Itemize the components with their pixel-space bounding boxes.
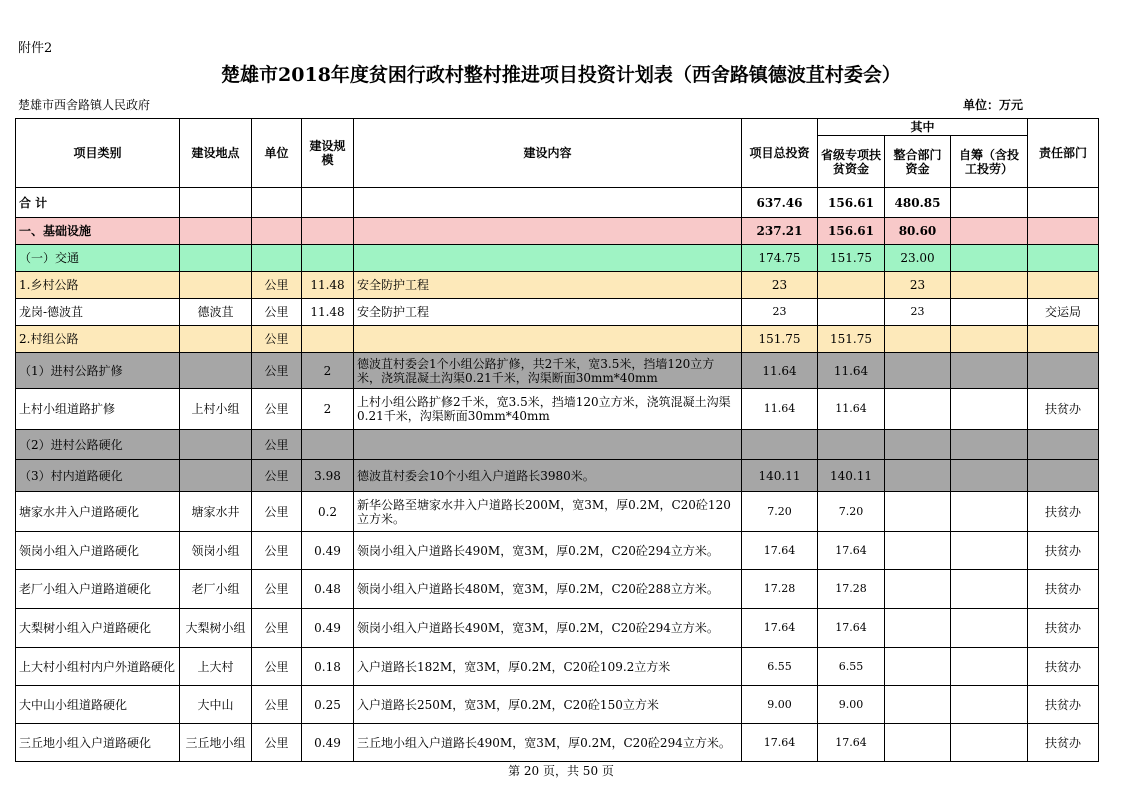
table-row <box>16 389 1099 430</box>
cell-unit: 公里 <box>252 460 302 492</box>
table-row <box>16 648 1099 686</box>
cell-unit: 公里 <box>252 570 302 609</box>
cell-total: 174.75 <box>742 245 818 272</box>
cell-total: 11.64 <box>742 389 818 430</box>
cell-total: 11.64 <box>742 353 818 389</box>
cell-total: 9.00 <box>742 686 818 724</box>
cell-unit: 公里 <box>252 389 302 430</box>
cell-dept <box>1028 218 1099 245</box>
table-row <box>16 570 1099 609</box>
cell-integrated: 80.60 <box>885 218 951 245</box>
table-row <box>16 299 1099 326</box>
cell-unit: 公里 <box>252 299 302 326</box>
cell-self <box>951 245 1028 272</box>
cell-content <box>354 245 742 272</box>
cell-dept <box>1028 245 1099 272</box>
cell-location: 大梨树小组 <box>180 609 252 648</box>
table-row <box>16 245 1099 272</box>
unit-label: 单位：万元 <box>963 98 1024 112</box>
table-row <box>16 686 1099 724</box>
cell-content: 新华公路至塘家水井入户道路长200M，宽3M，厚0.2M，C20砼120立方米。 <box>354 492 742 532</box>
cell-location <box>180 353 252 389</box>
header-total: 项目总投资 <box>742 119 818 188</box>
cell-content: 德波苴村委会1个小组公路扩修，共2千米，宽3.5米，挡墙120立方米，浇筑混凝土沟渠0.21千米，沟渠断面30mm*40mm <box>354 353 742 389</box>
cell-category: 龙岗-德波苴 <box>16 299 180 326</box>
cell-scale: 11.48 <box>302 272 354 299</box>
cell-unit <box>252 245 302 272</box>
investment-plan-table <box>15 118 1099 762</box>
table-row <box>16 353 1099 389</box>
cell-self <box>951 389 1028 430</box>
cell-unit: 公里 <box>252 492 302 532</box>
cell-category: 三丘地小组入户道路硬化 <box>16 724 180 762</box>
cell-total: 151.75 <box>742 326 818 353</box>
header-dept: 责任部门 <box>1028 119 1099 188</box>
cell-provincial <box>818 299 885 326</box>
cell-scale <box>302 218 354 245</box>
cell-integrated <box>885 353 951 389</box>
cell-location: 领岗小组 <box>180 532 252 570</box>
cell-location: 德波苴 <box>180 299 252 326</box>
cell-self <box>951 532 1028 570</box>
cell-integrated <box>885 570 951 609</box>
cell-scale: 0.25 <box>302 686 354 724</box>
cell-integrated <box>885 430 951 460</box>
cell-unit: 公里 <box>252 686 302 724</box>
cell-provincial: 156.61 <box>818 188 885 218</box>
cell-unit: 公里 <box>252 326 302 353</box>
cell-unit: 公里 <box>252 609 302 648</box>
cell-content <box>354 326 742 353</box>
cell-self <box>951 492 1028 532</box>
cell-unit: 公里 <box>252 532 302 570</box>
cell-location: 老厂小组 <box>180 570 252 609</box>
cell-integrated: 23 <box>885 272 951 299</box>
table-row <box>16 218 1099 245</box>
cell-scale: 11.48 <box>302 299 354 326</box>
cell-dept: 扶贫办 <box>1028 724 1099 762</box>
cell-location: 三丘地小组 <box>180 724 252 762</box>
cell-total: 637.46 <box>742 188 818 218</box>
cell-total: 6.55 <box>742 648 818 686</box>
cell-total: 17.64 <box>742 724 818 762</box>
cell-scale: 0.48 <box>302 570 354 609</box>
cell-location <box>180 218 252 245</box>
cell-dept: 扶贫办 <box>1028 648 1099 686</box>
cell-scale: 0.49 <box>302 532 354 570</box>
cell-dept <box>1028 353 1099 389</box>
cell-content: 领岗小组入户道路长480M，宽3M，厚0.2M，C20砼288立方米。 <box>354 570 742 609</box>
cell-scale: 0.49 <box>302 724 354 762</box>
cell-integrated: 23.00 <box>885 245 951 272</box>
cell-dept <box>1028 272 1099 299</box>
cell-total: 17.28 <box>742 570 818 609</box>
attachment-label: 附件2 <box>18 41 53 56</box>
cell-self <box>951 218 1028 245</box>
cell-integrated <box>885 326 951 353</box>
table-row <box>16 609 1099 648</box>
cell-integrated: 23 <box>885 299 951 326</box>
cell-provincial: 17.28 <box>818 570 885 609</box>
cell-scale: 0.18 <box>302 648 354 686</box>
cell-integrated <box>885 389 951 430</box>
cell-provincial <box>818 272 885 299</box>
table-row <box>16 430 1099 460</box>
cell-category: （2）进村公路硬化 <box>16 430 180 460</box>
cell-content: 德波苴村委会10个小组入户道路长3980米。 <box>354 460 742 492</box>
cell-self <box>951 724 1028 762</box>
cell-scale <box>302 245 354 272</box>
cell-dept: 扶贫办 <box>1028 686 1099 724</box>
cell-category: 老厂小组入户道路道硬化 <box>16 570 180 609</box>
header-integrated: 整合部门资金 <box>885 136 951 188</box>
cell-dept <box>1028 188 1099 218</box>
cell-category: 上大村小组村内户外道路硬化 <box>16 648 180 686</box>
cell-provincial: 6.55 <box>818 648 885 686</box>
cell-provincial: 151.75 <box>818 326 885 353</box>
cell-location <box>180 245 252 272</box>
cell-provincial: 7.20 <box>818 492 885 532</box>
cell-content <box>354 188 742 218</box>
cell-dept: 扶贫办 <box>1028 609 1099 648</box>
cell-dept <box>1028 430 1099 460</box>
cell-scale: 0.2 <box>302 492 354 532</box>
cell-scale: 2 <box>302 389 354 430</box>
header-self: 自筹（含投工投劳） <box>951 136 1028 188</box>
cell-category: 一、基础设施 <box>16 218 180 245</box>
cell-unit: 公里 <box>252 272 302 299</box>
header-category: 项目类别 <box>16 119 180 188</box>
table-row <box>16 492 1099 532</box>
cell-total <box>742 430 818 460</box>
header-unit: 单位 <box>252 119 302 188</box>
cell-integrated <box>885 609 951 648</box>
cell-content: 入户道路长250M，宽3M，厚0.2M，C20砼150立方米 <box>354 686 742 724</box>
cell-provincial: 9.00 <box>818 686 885 724</box>
cell-scale: 2 <box>302 353 354 389</box>
cell-self <box>951 188 1028 218</box>
cell-provincial: 11.64 <box>818 389 885 430</box>
cell-self <box>951 570 1028 609</box>
header-of-which: 其中 <box>818 119 1028 136</box>
cell-content: 入户道路长182M，宽3M，厚0.2M，C20砼109.2立方米 <box>354 648 742 686</box>
cell-scale <box>302 326 354 353</box>
cell-total: 23 <box>742 299 818 326</box>
cell-self <box>951 299 1028 326</box>
table-row <box>16 272 1099 299</box>
cell-content: 上村小组公路扩修2千米，宽3.5米，挡墙120立方米，浇筑混凝土沟渠0.21千米，沟渠断面30mm*40mm <box>354 389 742 430</box>
cell-total: 23 <box>742 272 818 299</box>
cell-category: （一）交通 <box>16 245 180 272</box>
cell-self <box>951 430 1028 460</box>
cell-location <box>180 430 252 460</box>
cell-dept: 交运局 <box>1028 299 1099 326</box>
cell-self <box>951 353 1028 389</box>
cell-provincial <box>818 430 885 460</box>
cell-integrated: 480.85 <box>885 188 951 218</box>
cell-content <box>354 218 742 245</box>
cell-unit: 公里 <box>252 724 302 762</box>
cell-total: 7.20 <box>742 492 818 532</box>
cell-scale <box>302 430 354 460</box>
cell-integrated <box>885 686 951 724</box>
cell-self <box>951 648 1028 686</box>
cell-location <box>180 326 252 353</box>
cell-unit: 公里 <box>252 430 302 460</box>
cell-scale: 3.98 <box>302 460 354 492</box>
cell-location <box>180 272 252 299</box>
cell-dept: 扶贫办 <box>1028 492 1099 532</box>
cell-self <box>951 460 1028 492</box>
organization-name: 楚雄市西舍路镇人民政府 <box>18 98 151 112</box>
cell-location: 塘家水井 <box>180 492 252 532</box>
cell-total: 17.64 <box>742 609 818 648</box>
cell-unit: 公里 <box>252 648 302 686</box>
cell-self <box>951 609 1028 648</box>
table-row <box>16 460 1099 492</box>
cell-provincial: 151.75 <box>818 245 885 272</box>
cell-dept <box>1028 326 1099 353</box>
table-row <box>16 188 1099 218</box>
cell-location: 上大村 <box>180 648 252 686</box>
cell-unit: 公里 <box>252 353 302 389</box>
cell-provincial: 156.61 <box>818 218 885 245</box>
cell-provincial: 17.64 <box>818 609 885 648</box>
cell-dept: 扶贫办 <box>1028 532 1099 570</box>
cell-total: 17.64 <box>742 532 818 570</box>
cell-provincial: 17.64 <box>818 532 885 570</box>
cell-dept <box>1028 460 1099 492</box>
cell-self <box>951 686 1028 724</box>
cell-category: 大梨树小组入户道路硬化 <box>16 609 180 648</box>
cell-category: （1）进村公路扩修 <box>16 353 180 389</box>
cell-integrated <box>885 460 951 492</box>
cell-scale: 0.49 <box>302 609 354 648</box>
cell-provincial: 17.64 <box>818 724 885 762</box>
cell-content: 三丘地小组入户道路长490M，宽3M，厚0.2M，C20砼294立方米。 <box>354 724 742 762</box>
cell-content: 安全防护工程 <box>354 272 742 299</box>
cell-location: 上村小组 <box>180 389 252 430</box>
cell-location <box>180 460 252 492</box>
cell-category: 1.乡村公路 <box>16 272 180 299</box>
header-content: 建设内容 <box>354 119 742 188</box>
cell-integrated <box>885 648 951 686</box>
cell-category: （3）村内道路硬化 <box>16 460 180 492</box>
cell-self <box>951 326 1028 353</box>
cell-scale <box>302 188 354 218</box>
cell-self <box>951 272 1028 299</box>
cell-category: 领岗小组入户道路硬化 <box>16 532 180 570</box>
page-title: 楚雄市2018年度贫困行政村整村推进项目投资计划表（西舍路镇德波苴村委会） <box>221 64 901 86</box>
cell-category: 2.村组公路 <box>16 326 180 353</box>
cell-content: 领岗小组入户道路长490M，宽3M，厚0.2M，C20砼294立方米。 <box>354 609 742 648</box>
cell-content: 领岗小组入户道路长490M，宽3M，厚0.2M，C20砼294立方米。 <box>354 532 742 570</box>
cell-total: 140.11 <box>742 460 818 492</box>
cell-content: 安全防护工程 <box>354 299 742 326</box>
cell-unit <box>252 188 302 218</box>
header-provincial: 省级专项扶贫资金 <box>818 136 885 188</box>
table-row <box>16 326 1099 353</box>
cell-total: 237.21 <box>742 218 818 245</box>
cell-provincial: 11.64 <box>818 353 885 389</box>
table-row <box>16 532 1099 570</box>
cell-category: 上村小组道路扩修 <box>16 389 180 430</box>
cell-provincial: 140.11 <box>818 460 885 492</box>
cell-integrated <box>885 532 951 570</box>
cell-dept: 扶贫办 <box>1028 389 1099 430</box>
table-row <box>16 724 1099 762</box>
cell-category: 塘家水井入户道路硬化 <box>16 492 180 532</box>
header-location: 建设地点 <box>180 119 252 188</box>
header-scale: 建设规模 <box>302 119 354 188</box>
cell-location <box>180 188 252 218</box>
cell-content <box>354 430 742 460</box>
cell-dept: 扶贫办 <box>1028 570 1099 609</box>
cell-category: 大中山小组道路硬化 <box>16 686 180 724</box>
cell-location: 大中山 <box>180 686 252 724</box>
cell-integrated <box>885 492 951 532</box>
cell-unit <box>252 218 302 245</box>
page-footer: 第 20 页，共 50 页 <box>508 764 614 778</box>
cell-category: 合 计 <box>16 188 180 218</box>
cell-integrated <box>885 724 951 762</box>
